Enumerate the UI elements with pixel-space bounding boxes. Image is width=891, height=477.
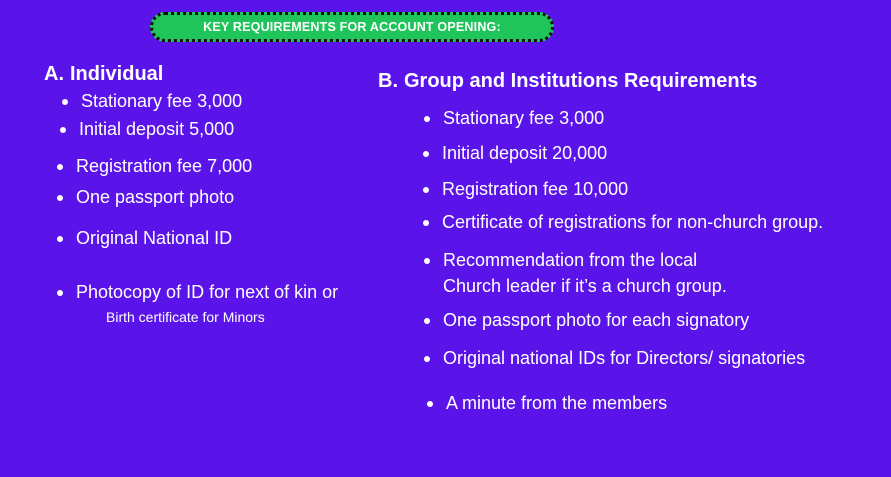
group-item-national-ids: Original national IDs for Directors/ signatories <box>443 348 806 368</box>
group-heading <box>378 70 757 93</box>
bullet-icon <box>424 116 430 122</box>
bullet-icon <box>57 195 63 201</box>
bullet-icon <box>423 220 429 226</box>
group-item-certificate: Certificate of registrations for non-church group. <box>442 212 824 232</box>
individual-marker: A. <box>44 63 64 85</box>
individual-heading-text: Individual <box>70 63 164 85</box>
group-item-recommendation: Recommendation from the local <box>443 250 698 270</box>
individual-item-photocopy-id-continuation: Birth certificate for Minors <box>106 309 265 325</box>
group-item-initial-deposit: Initial deposit 20,000 <box>442 143 608 163</box>
banner-title: KEY REQUIREMENTS FOR ACCOUNT OPENING: <box>203 20 501 34</box>
bullet-icon <box>57 164 63 170</box>
bullet-icon <box>57 290 63 296</box>
bullet-icon <box>423 187 429 193</box>
individual-item-national-id: Original National ID <box>76 228 233 248</box>
bullet-icon <box>60 127 66 133</box>
group-heading-text: Group and Institutions Requirements <box>404 70 758 92</box>
group-item-stationary-fee: Stationary fee 3,000 <box>443 108 605 128</box>
bullet-icon <box>424 356 430 362</box>
individual-item-initial-deposit: Initial deposit 5,000 <box>79 119 235 139</box>
group-item-minute: A minute from the members <box>446 393 668 413</box>
group-item-passport-photo: One passport photo for each signatory <box>443 310 750 330</box>
bullet-icon <box>424 318 430 324</box>
bullet-icon <box>57 236 63 242</box>
group-item-registration-fee: Registration fee 10,000 <box>442 179 629 199</box>
individual-item-stationary-fee: Stationary fee 3,000 <box>81 91 243 111</box>
individual-heading <box>44 63 163 86</box>
bullet-icon <box>424 258 430 264</box>
bullet-icon <box>62 99 68 105</box>
individual-item-registration-fee: Registration fee 7,000 <box>76 156 253 176</box>
individual-item-photocopy-id: Photocopy of ID for next of kin or <box>76 282 339 302</box>
individual-item-passport-photo: One passport photo <box>76 187 235 207</box>
group-item-recommendation-continuation: Church leader if it’s a church group. <box>443 276 727 296</box>
requirements-banner <box>150 12 554 42</box>
bullet-icon <box>423 151 429 157</box>
bullet-icon <box>427 401 433 407</box>
group-marker: B. <box>378 70 398 92</box>
